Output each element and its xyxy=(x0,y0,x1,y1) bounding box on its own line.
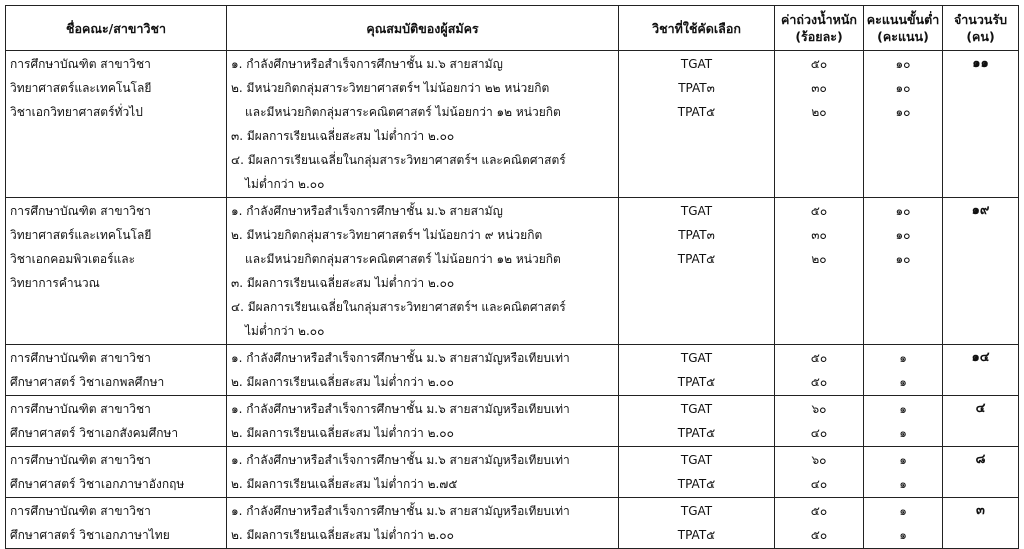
program-line: วิทยาการคำนวณ xyxy=(10,276,100,290)
subject-name: TPAT๕ xyxy=(677,105,716,119)
weight-value: ๕๐ xyxy=(810,375,828,389)
seats-cell xyxy=(943,345,1019,396)
program-cell xyxy=(6,447,227,498)
subject-name: TPAT๕ xyxy=(677,375,716,389)
qualification-line: ๑. กำลังศึกษาหรือสำเร็จการศึกษาชั้น ม.๖ สายสามัญหรือเทียบเท่า xyxy=(231,504,570,518)
program-line: วิทยาศาสตร์และเทคโนโลยี xyxy=(10,81,152,95)
weight-value: ๕๐ xyxy=(810,204,828,218)
min-score-value: ๑ xyxy=(899,375,907,389)
qualifications-cell xyxy=(227,447,619,498)
program-line: การศึกษาบัณฑิต สาขาวิชา xyxy=(10,402,151,416)
table-row xyxy=(6,51,1019,198)
seats-value: ๘ xyxy=(975,452,986,467)
qualification-line: ๒. มีผลการเรียนเฉลี่ยสะสม ไม่ต่ำกว่า ๒.๗๕ xyxy=(231,477,458,491)
qualification-line: ๑. กำลังศึกษาหรือสำเร็จการศึกษาชั้น ม.๖ สายสามัญหรือเทียบเท่า xyxy=(231,351,570,365)
qualification-line: ๒. มีหน่วยกิตกลุ่มสาระวิทยาศาสตร์ฯ ไม่น้อยกว่า ๒๒ หน่วยกิต xyxy=(231,81,550,95)
subject-name: TGAT xyxy=(680,204,713,218)
seats-cell xyxy=(943,396,1019,447)
seats-cell xyxy=(943,498,1019,549)
qualifications-cell xyxy=(227,345,619,396)
qualification-line: ๑. กำลังศึกษาหรือสำเร็จการศึกษาชั้น ม.๖ สายสามัญ xyxy=(231,57,503,71)
min-score-cell xyxy=(864,498,943,549)
subject-name: TGAT xyxy=(680,57,713,71)
subject-name: TPAT๕ xyxy=(677,252,716,266)
subjects-cell xyxy=(619,51,775,198)
seats-value: ๓ xyxy=(976,503,985,518)
seats-value: ๑๙ xyxy=(971,203,990,218)
weight-cell xyxy=(775,198,864,345)
subject-name: TPAT๕ xyxy=(677,426,716,440)
qualifications-cell xyxy=(227,198,619,345)
program-line: การศึกษาบัณฑิต สาขาวิชา xyxy=(10,57,151,71)
qualification-line: ๒. มีผลการเรียนเฉลี่ยสะสม ไม่ต่ำกว่า ๒.๐๐ xyxy=(231,375,454,389)
weight-value: ๕๐ xyxy=(810,351,828,365)
qualification-line: ๒. มีหน่วยกิตกลุ่มสาระวิทยาศาสตร์ฯ ไม่น้อยกว่า ๙ หน่วยกิต xyxy=(231,228,543,242)
weight-cell xyxy=(775,447,864,498)
header-seats xyxy=(943,6,1019,51)
min-score-value: ๑๐ xyxy=(895,81,911,95)
qualification-line: ๒. มีผลการเรียนเฉลี่ยสะสม ไม่ต่ำกว่า ๒.๐๐ xyxy=(231,528,454,542)
subject-name: TGAT xyxy=(680,351,713,365)
qualification-line: ๒. มีผลการเรียนเฉลี่ยสะสม ไม่ต่ำกว่า ๒.๐๐ xyxy=(231,426,454,440)
weight-cell xyxy=(775,345,864,396)
min-score-value: ๑๐ xyxy=(895,228,911,242)
subject-name: TGAT xyxy=(680,504,713,518)
min-score-value: ๑๐ xyxy=(895,252,911,266)
qualification-line: ๔. มีผลการเรียนเฉลี่ยในกลุ่มสาระวิทยาศาสตร์ฯ และคณิตศาสตร์ xyxy=(231,153,566,167)
header-qualifications: คุณสมบัติของผู้สมัคร xyxy=(227,6,619,51)
header-seats-line2: (คน) xyxy=(966,29,995,44)
qualification-line: และมีหน่วยกิตกลุ่มสาระคณิตศาสตร์ ไม่น้อยกว่า ๑๒ หน่วยกิต xyxy=(245,252,561,266)
header-row xyxy=(6,6,1019,51)
weight-value: ๕๐ xyxy=(810,528,828,542)
header-program: ชื่อคณะ/สาขาวิชา xyxy=(6,6,227,51)
qualifications-cell xyxy=(227,51,619,198)
header-min-line1: คะแนนขั้นต่ำ xyxy=(866,12,940,27)
program-line: วิทยาศาสตร์และเทคโนโลยี xyxy=(10,228,152,242)
min-score-cell xyxy=(864,447,943,498)
min-score-cell xyxy=(864,51,943,198)
program-line: วิชาเอกวิทยาศาสตร์ทั่วไป xyxy=(10,105,143,119)
subject-name: TPAT๕ xyxy=(677,477,716,491)
weight-value: ๔๐ xyxy=(810,477,828,491)
qualification-line: ๓. มีผลการเรียนเฉลี่ยสะสม ไม่ต่ำกว่า ๒.๐๐ xyxy=(231,129,455,143)
weight-cell xyxy=(775,498,864,549)
table-row xyxy=(6,345,1019,396)
weight-value: ๒๐ xyxy=(811,105,827,119)
seats-value: ๑๔ xyxy=(971,350,990,365)
header-seats-line1: จำนวนรับ xyxy=(953,12,1008,27)
header-subjects: วิชาที่ใช้คัดเลือก xyxy=(619,6,775,51)
min-score-value: ๑ xyxy=(899,351,907,365)
table-body xyxy=(6,51,1019,549)
min-score-value: ๑ xyxy=(899,528,907,542)
program-line: การศึกษาบัณฑิต สาขาวิชา xyxy=(10,204,151,218)
seats-cell xyxy=(943,51,1019,198)
weight-value: ๕๐ xyxy=(810,57,828,71)
program-cell xyxy=(6,51,227,198)
qualification-line: ๓. มีผลการเรียนเฉลี่ยสะสม ไม่ต่ำกว่า ๒.๐๐ xyxy=(231,276,455,290)
weight-value: ๖๐ xyxy=(811,402,827,416)
weight-value: ๓๐ xyxy=(811,228,827,242)
table-row xyxy=(6,447,1019,498)
min-score-value: ๑ xyxy=(899,426,907,440)
weight-value: ๓๐ xyxy=(811,81,827,95)
program-line: การศึกษาบัณฑิต สาขาวิชา xyxy=(10,351,151,365)
weight-value: ๒๐ xyxy=(811,252,827,266)
table-row xyxy=(6,198,1019,345)
admission-table xyxy=(5,5,1019,549)
min-score-cell xyxy=(864,198,943,345)
header-weight xyxy=(775,6,864,51)
qualification-line: และมีหน่วยกิตกลุ่มสาระคณิตศาสตร์ ไม่น้อยกว่า ๑๒ หน่วยกิต xyxy=(245,105,561,119)
program-line: ศึกษาศาสตร์ วิชาเอกภาษาอังกฤษ xyxy=(10,477,185,491)
subject-name: TPAT๕ xyxy=(677,528,716,542)
program-cell xyxy=(6,498,227,549)
weight-value: ๔๐ xyxy=(810,426,828,440)
program-line: ศึกษาศาสตร์ วิชาเอกสังคมศึกษา xyxy=(10,426,179,440)
subject-name: TGAT xyxy=(680,453,713,467)
min-score-cell xyxy=(864,345,943,396)
subjects-cell xyxy=(619,447,775,498)
header-min-score xyxy=(864,6,943,51)
weight-value: ๕๐ xyxy=(810,504,828,518)
subjects-cell xyxy=(619,498,775,549)
qualification-line: ไม่ต่ำกว่า ๒.๐๐ xyxy=(245,177,325,191)
table-row xyxy=(6,396,1019,447)
qualification-line: ๔. มีผลการเรียนเฉลี่ยในกลุ่มสาระวิทยาศาสตร์ฯ และคณิตศาสตร์ xyxy=(231,300,566,314)
qualifications-cell xyxy=(227,498,619,549)
min-score-cell xyxy=(864,396,943,447)
min-score-value: ๑๐ xyxy=(895,105,911,119)
seats-value: ๔ xyxy=(975,401,986,416)
table-row xyxy=(6,498,1019,549)
weight-cell xyxy=(775,396,864,447)
seats-cell xyxy=(943,447,1019,498)
min-score-value: ๑ xyxy=(899,477,907,491)
weight-cell xyxy=(775,51,864,198)
qualification-line: ๑. กำลังศึกษาหรือสำเร็จการศึกษาชั้น ม.๖ สายสามัญหรือเทียบเท่า xyxy=(231,402,570,416)
program-line: การศึกษาบัณฑิต สาขาวิชา xyxy=(10,453,151,467)
program-line: วิชาเอกคอมพิวเตอร์และ xyxy=(10,252,136,266)
qualification-line: ไม่ต่ำกว่า ๒.๐๐ xyxy=(245,324,325,338)
min-score-value: ๑๐ xyxy=(895,57,911,71)
header-min-line2: (คะแนน) xyxy=(877,29,929,44)
program-cell xyxy=(6,345,227,396)
subjects-cell xyxy=(619,396,775,447)
min-score-value: ๑ xyxy=(899,453,907,467)
program-cell xyxy=(6,198,227,345)
min-score-value: ๑ xyxy=(899,402,907,416)
subject-name: TPAT๓ xyxy=(678,81,715,95)
seats-value: ๑๑ xyxy=(972,56,989,71)
min-score-value: ๑๐ xyxy=(895,204,911,218)
seats-cell xyxy=(943,198,1019,345)
subject-name: TPAT๓ xyxy=(678,228,715,242)
qualification-line: ๑. กำลังศึกษาหรือสำเร็จการศึกษาชั้น ม.๖ สายสามัญ xyxy=(231,204,503,218)
header-weight-line2: (ร้อยละ) xyxy=(795,29,843,44)
program-line: การศึกษาบัณฑิต สาขาวิชา xyxy=(10,504,151,518)
qualifications-cell xyxy=(227,396,619,447)
subjects-cell xyxy=(619,345,775,396)
qualification-line: ๑. กำลังศึกษาหรือสำเร็จการศึกษาชั้น ม.๖ สายสามัญหรือเทียบเท่า xyxy=(231,453,570,467)
header-weight-line1: ค่าถ่วงน้ำหนัก xyxy=(781,12,857,27)
subject-name: TGAT xyxy=(680,402,713,416)
min-score-value: ๑ xyxy=(899,504,907,518)
weight-value: ๖๐ xyxy=(811,453,827,467)
subjects-cell xyxy=(619,198,775,345)
program-cell xyxy=(6,396,227,447)
program-line: ศึกษาศาสตร์ วิชาเอกภาษาไทย xyxy=(10,528,170,542)
program-line: ศึกษาศาสตร์ วิชาเอกพลศึกษา xyxy=(10,375,165,389)
